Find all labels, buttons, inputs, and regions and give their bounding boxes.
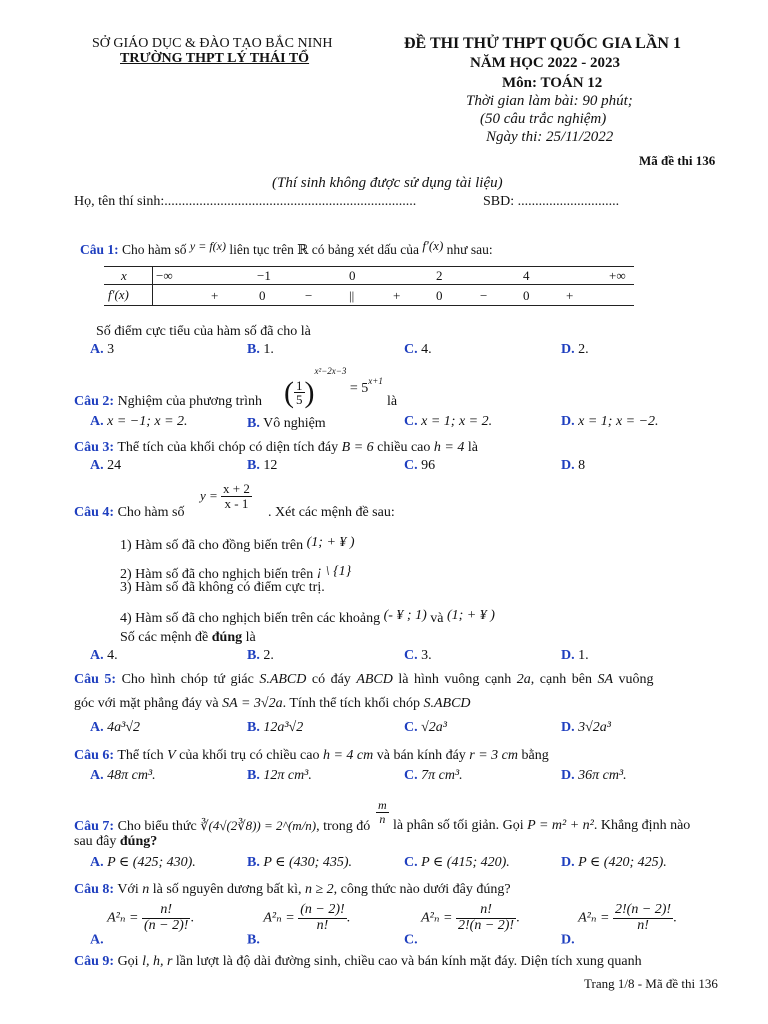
- option-lhs: A²ₙ =: [578, 910, 610, 926]
- fraction-numerator: m: [378, 798, 387, 812]
- option-text: 12π cm³.: [263, 768, 312, 783]
- question-3-label: Câu 3:: [74, 440, 115, 455]
- question-8-text: Với: [117, 882, 139, 897]
- question-5-text: góc với mặt phẳng đáy và: [74, 696, 219, 711]
- question-6-text: Thể tích: [117, 748, 164, 763]
- sign-table: [104, 266, 634, 306]
- question-7-expr: P = m² + n²: [527, 818, 594, 833]
- sign-table-x-label: x: [121, 268, 127, 283]
- question-5-expr: ABCD: [356, 672, 393, 687]
- question-7-option-a[interactable]: [90, 854, 196, 871]
- question-4-statement-3: 3) Hàm số đã không có điểm cực trị.: [120, 580, 325, 595]
- option-text: 24: [107, 458, 122, 473]
- option-letter: D.: [561, 458, 575, 473]
- option-letter: A.: [90, 648, 104, 663]
- question-2-label: Câu 2:: [74, 394, 115, 409]
- question-2-option-a[interactable]: [90, 414, 188, 430]
- option-text: 4.: [421, 342, 432, 357]
- option-letter: A.: [90, 342, 104, 357]
- fraction-m-over-n: [376, 799, 389, 825]
- option-letter: B.: [247, 458, 260, 473]
- sign-table-x-value: 4: [523, 268, 530, 283]
- paren: (: [284, 375, 294, 409]
- option-denominator: n!: [316, 917, 329, 933]
- option-letter: C.: [404, 855, 418, 870]
- question-6-option-c[interactable]: [404, 768, 463, 784]
- question-6-option-a[interactable]: [90, 768, 156, 784]
- question-6-stem: [74, 748, 549, 764]
- option-text: 48π cm³.: [107, 768, 156, 783]
- option-letter: A.: [90, 768, 104, 783]
- option-text: x = 1; x = 2.: [421, 414, 493, 429]
- question-5-option-c[interactable]: [404, 720, 447, 736]
- question-8-option-c[interactable]: [404, 903, 520, 948]
- question-4-stem: [74, 505, 184, 521]
- option-letter: C.: [404, 648, 418, 663]
- question-3-text: là: [467, 440, 478, 455]
- question-3-text: Thể tích của khối chóp có diện tích đáy: [117, 440, 339, 455]
- question-2-option-d[interactable]: [561, 414, 659, 430]
- question-5-expr: S.ABCD: [423, 696, 471, 711]
- statement-expr: ¡ \ {1}: [316, 564, 352, 579]
- option-letter: D.: [561, 720, 575, 735]
- option-text: P ∈ (415; 420).: [421, 855, 510, 870]
- option-letter: B.: [247, 648, 260, 663]
- question-4-option-a[interactable]: [90, 648, 118, 664]
- question-8-text: , công thức nào dưới đây đúng?: [333, 882, 511, 897]
- notice: (Thí sinh không được sử dụng tài liệu): [272, 175, 503, 191]
- question-1-option-b[interactable]: [247, 342, 274, 358]
- option-letter: C.: [404, 720, 418, 735]
- option-letter: B.: [247, 855, 260, 870]
- option-letter: A.: [90, 720, 104, 735]
- option-letter: B.: [247, 416, 260, 431]
- question-3-option-b[interactable]: [247, 458, 277, 474]
- option-letter: C.: [404, 458, 418, 473]
- question-2-tail: là: [387, 394, 398, 409]
- question-9-expr: l, h, r: [142, 954, 173, 969]
- question-1-text: Cho hàm số: [122, 242, 187, 257]
- question-9-stem: [74, 954, 642, 970]
- exam-title: ĐỀ THI THỬ THPT QUỐC GIA LẦN 1: [404, 35, 681, 52]
- question-8-expr: n: [142, 882, 150, 897]
- question-5-text: . Tính thể tích khối chóp: [282, 696, 420, 711]
- option-letter: D.: [561, 648, 575, 663]
- statement-text: 1) Hàm số đã cho đồng biến trên: [120, 538, 304, 553]
- question-7-option-d[interactable]: [561, 854, 667, 871]
- option-denominator: 2!(n − 2)!: [458, 917, 515, 933]
- option-text: 36π cm³.: [578, 768, 627, 783]
- rhs-exponent: x+1: [368, 376, 383, 386]
- question-5-text: , cạnh bên: [530, 672, 592, 687]
- sign-table-sign: 0: [523, 288, 530, 303]
- statement-text: 4) Hàm số đã cho nghịch biến trên các khoảng: [120, 611, 381, 626]
- question-1-prompt: Số điểm cực tiểu của hàm số đã cho là: [96, 324, 311, 339]
- sign-table-x-value: −1: [257, 268, 271, 283]
- question-8-option-a[interactable]: [90, 903, 194, 948]
- option-numerator: 2!(n − 2)!: [615, 902, 672, 917]
- option-letter: A.: [90, 932, 104, 948]
- option-letter: A.: [90, 458, 104, 473]
- question-4-option-b[interactable]: [247, 648, 274, 664]
- school-year: NĂM HỌC 2022 - 2023: [470, 55, 620, 71]
- option-text: 7π cm³.: [421, 768, 463, 783]
- question-9-text: Gọi: [117, 954, 139, 969]
- question-7-option-c[interactable]: [404, 854, 510, 871]
- question-7-text: sau đây: [74, 834, 117, 849]
- page-footer: Trang 1/8 - Mã đề thi 136: [584, 976, 718, 991]
- fraction-denominator: n: [379, 811, 386, 826]
- question-4-prompt: [120, 630, 256, 646]
- option-text: √2a³: [421, 720, 448, 735]
- question-4-statement-4: [120, 608, 495, 627]
- question-1-option-d[interactable]: [561, 342, 589, 358]
- option-fraction: [613, 903, 673, 933]
- question-6-text: của khối trụ có chiều cao: [179, 748, 320, 763]
- department-name: SỞ GIÁO DỤC & ĐÀO TẠO BẮC NINH: [92, 36, 333, 51]
- question-4-option-c[interactable]: [404, 648, 432, 664]
- option-text: 8: [578, 458, 586, 473]
- question-3-base-area: B = 6: [341, 440, 374, 455]
- question-1-option-c[interactable]: [404, 342, 432, 358]
- question-7-emphasis: đúng?: [119, 834, 158, 849]
- question-7-text: . Khẳng định nào: [593, 818, 691, 833]
- option-letter: B.: [247, 768, 260, 783]
- candidate-sbd-line: SBD: .............................: [483, 194, 620, 209]
- question-5-option-d[interactable]: [561, 720, 611, 736]
- statement-text: và: [430, 611, 444, 626]
- sign-table-x-value: 2: [436, 268, 443, 283]
- option-letter: D.: [561, 342, 575, 357]
- exam-duration: Thời gian làm bài: 90 phút;: [466, 93, 633, 109]
- option-text: Vô nghiệm: [263, 416, 326, 431]
- question-7-text: là phân số tối giản. Gọi: [393, 818, 524, 833]
- option-text: 2.: [578, 342, 589, 357]
- option-letter: B.: [247, 720, 260, 735]
- sign-table-x-value: +∞: [609, 268, 626, 283]
- sign-table-x-value: 0: [349, 268, 356, 283]
- option-text: 12: [263, 458, 278, 473]
- option-fraction: [142, 903, 190, 933]
- option-text: 12a³√2: [263, 720, 304, 735]
- question-5-stem-line-2: [74, 696, 471, 712]
- exam-code: Mã đề thi 136: [639, 153, 716, 168]
- sign-table-x-value: −∞: [156, 268, 173, 283]
- option-letter: B.: [247, 932, 260, 948]
- question-5-option-b[interactable]: [247, 720, 303, 736]
- option-tail: .: [516, 910, 520, 926]
- question-9-text: lần lượt là độ dài đường sinh, chiều cao và bán kính mặt đáy. Diện tích xung quanh: [175, 954, 642, 969]
- question-3-option-a[interactable]: [90, 458, 121, 474]
- question-7-option-b[interactable]: [247, 854, 352, 871]
- paren: ): [304, 375, 315, 409]
- prompt-emphasis: đúng: [211, 630, 243, 645]
- question-7-text: Cho biểu thức: [117, 819, 197, 834]
- question-2-equation: [284, 366, 383, 410]
- question-8-text: là số nguyên dương bất kì,: [152, 882, 302, 897]
- option-numerator: (n − 2)!: [300, 902, 345, 917]
- question-7-stem: [74, 818, 370, 835]
- question-6-option-d[interactable]: [561, 768, 627, 784]
- sign-table-sign: +: [393, 288, 401, 303]
- question-8-option-d[interactable]: [561, 903, 677, 948]
- question-8-option-b[interactable]: [247, 903, 350, 948]
- option-text: P ∈ (420; 425).: [578, 855, 667, 870]
- question-8-expr: n ≥ 2: [304, 882, 334, 897]
- sign-table-sign: +: [211, 288, 219, 303]
- option-text: 3.: [421, 648, 432, 663]
- option-letter: C.: [404, 414, 418, 429]
- option-text: 1.: [263, 342, 274, 357]
- prompt-text: Số các mệnh đề: [120, 630, 209, 645]
- option-denominator: (n − 2)!: [144, 917, 189, 933]
- table-border: [104, 266, 634, 267]
- option-letter: A.: [90, 414, 104, 429]
- question-1-option-a[interactable]: [90, 342, 114, 358]
- question-7-expr: ∛(4√(2∛8)) = 2^(m/n): [200, 818, 317, 833]
- base-numerator: 1: [296, 377, 303, 393]
- option-tail: .: [346, 910, 351, 926]
- table-divider: [152, 266, 153, 306]
- sign-table-sign: +: [566, 288, 574, 303]
- option-text: x = −1; x = 2.: [107, 414, 188, 429]
- candidate-name-line: Họ, tên thí sinh:........................................................................: [74, 194, 417, 209]
- question-4-label: Câu 4:: [74, 505, 115, 520]
- option-lhs: A²ₙ =: [421, 910, 453, 926]
- option-text: P ∈ (430; 435).: [263, 855, 352, 870]
- question-5-expr: 2a: [516, 672, 531, 687]
- question-7-stem-tail: [393, 818, 690, 834]
- base-fraction: [294, 379, 305, 407]
- question-6-text: bằng: [521, 748, 549, 763]
- sign-table-sign: −: [305, 288, 313, 303]
- question-7-stem-line-2: [74, 834, 157, 850]
- option-text: x = 1; x = −2.: [578, 414, 659, 429]
- exam-date: Ngày thi: 25/11/2022: [486, 129, 614, 145]
- question-5-label: Câu 5:: [74, 672, 117, 687]
- option-letter: A.: [90, 855, 104, 870]
- function-denominator: x - 1: [224, 495, 249, 511]
- option-text: 2.: [263, 648, 274, 663]
- question-5-stem: [74, 672, 654, 688]
- option-letter: C.: [404, 768, 418, 783]
- option-text: 1.: [578, 648, 589, 663]
- exponent: x²−2x−3: [314, 366, 347, 376]
- question-3-option-d[interactable]: [561, 458, 585, 474]
- statement-expr: (- ¥ ; 1): [383, 608, 427, 623]
- question-5-text: là hình vuông cạnh: [398, 672, 512, 687]
- question-4-statement-1: [120, 535, 355, 554]
- sign-table-sign: −: [480, 288, 488, 303]
- option-letter: D.: [561, 414, 575, 429]
- equation-rhs: = 5: [349, 381, 369, 396]
- question-1-label: Câu 1:: [80, 242, 119, 257]
- question-6-option-b[interactable]: [247, 768, 312, 784]
- sign-table-fprime-label: f′(x): [108, 287, 129, 302]
- question-5-text: vuông: [618, 672, 654, 687]
- option-tail: .: [673, 910, 677, 926]
- option-lhs: A²ₙ =: [107, 910, 139, 926]
- sign-table-sign: 0: [259, 288, 266, 303]
- question-3-stem: [74, 440, 478, 456]
- question-5-expr: S.ABCD: [259, 672, 307, 687]
- question-count: (50 câu trắc nghiệm): [480, 111, 607, 127]
- question-6-label: Câu 6:: [74, 748, 115, 763]
- option-text: 4.: [107, 648, 118, 663]
- question-2-stem: [74, 394, 262, 410]
- question-6-text: và bán kính đáy: [376, 748, 466, 763]
- question-1-function: y = f(x): [189, 239, 226, 253]
- question-3-option-c[interactable]: [404, 458, 435, 474]
- option-letter: D.: [561, 855, 575, 870]
- question-3-height: h = 4: [433, 440, 465, 455]
- table-border: [104, 284, 634, 285]
- question-5-text: Cho hình chóp tứ giác: [121, 672, 254, 687]
- option-text: 4a³√2: [107, 720, 141, 735]
- option-letter: C.: [404, 932, 418, 948]
- question-1-text: liên tục trên ℝ có bảng xét dấu của: [229, 242, 420, 257]
- question-8-label: Câu 8:: [74, 882, 115, 897]
- table-border: [104, 305, 634, 306]
- option-fraction: [456, 903, 516, 933]
- option-fraction: [298, 903, 346, 933]
- question-1-derivative: f′(x): [422, 238, 444, 253]
- question-1-stem: [80, 238, 493, 258]
- statement-expr: (1; + ¥ ): [306, 535, 355, 550]
- question-1-text: như sau:: [446, 242, 493, 257]
- question-6-expr: r = 3 cm: [469, 748, 519, 763]
- question-4-text: Cho hàm số: [117, 505, 185, 520]
- option-denominator: n!: [637, 917, 649, 933]
- option-text: 96: [421, 458, 436, 473]
- prompt-text: là: [245, 630, 256, 645]
- base-denominator: 5: [296, 392, 303, 408]
- option-text: 3√2a³: [578, 720, 612, 735]
- statement-expr: (1; + ¥ ): [446, 608, 495, 623]
- question-7-text: , trong đó: [316, 819, 371, 834]
- sign-table-sign: 0: [436, 288, 443, 303]
- question-4-text: . Xét các mệnh đề sau:: [268, 505, 395, 520]
- question-4-option-d[interactable]: [561, 648, 589, 664]
- option-letter: C.: [404, 342, 418, 357]
- question-6-expr: h = 4 cm: [322, 748, 374, 763]
- sign-table-sign: ||: [349, 288, 355, 303]
- statement-text: 2) Hàm số đã cho nghịch biến trên: [120, 567, 314, 582]
- question-9-label: Câu 9:: [74, 954, 115, 969]
- option-text: 3: [107, 342, 115, 357]
- question-3-text: chiều cao: [377, 440, 431, 455]
- school-name: TRƯỜNG THPT LÝ THÁI TỔ: [120, 51, 310, 66]
- question-5-expr: SA: [597, 672, 614, 687]
- question-5-expr: SA = 3√2a: [222, 696, 283, 711]
- option-letter: D.: [561, 768, 575, 783]
- question-7-fraction: [376, 799, 389, 825]
- function-numerator: x + 2: [223, 481, 250, 496]
- question-5-text: có đáy: [311, 672, 351, 687]
- question-6-expr: V: [167, 748, 176, 763]
- option-letter: D.: [561, 932, 575, 948]
- function-fraction: [221, 482, 252, 510]
- option-numerator: n!: [142, 903, 190, 919]
- function-lhs: y =: [200, 488, 218, 504]
- subject: Môn: TOÁN 12: [502, 75, 603, 91]
- question-2-text: Nghiệm của phương trình: [117, 394, 263, 409]
- question-2-option-b[interactable]: [247, 416, 326, 432]
- option-text: P ∈ (425; 430).: [107, 855, 196, 870]
- option-letter: B.: [247, 342, 260, 357]
- option-tail: .: [190, 910, 194, 926]
- option-lhs: A²ₙ =: [263, 910, 295, 926]
- question-5-option-a[interactable]: [90, 720, 140, 736]
- question-7-label: Câu 7:: [74, 819, 115, 834]
- question-4-function: [200, 482, 252, 510]
- question-2-option-c[interactable]: [404, 414, 492, 430]
- option-numerator: n!: [456, 903, 516, 919]
- question-8-stem: [74, 882, 511, 898]
